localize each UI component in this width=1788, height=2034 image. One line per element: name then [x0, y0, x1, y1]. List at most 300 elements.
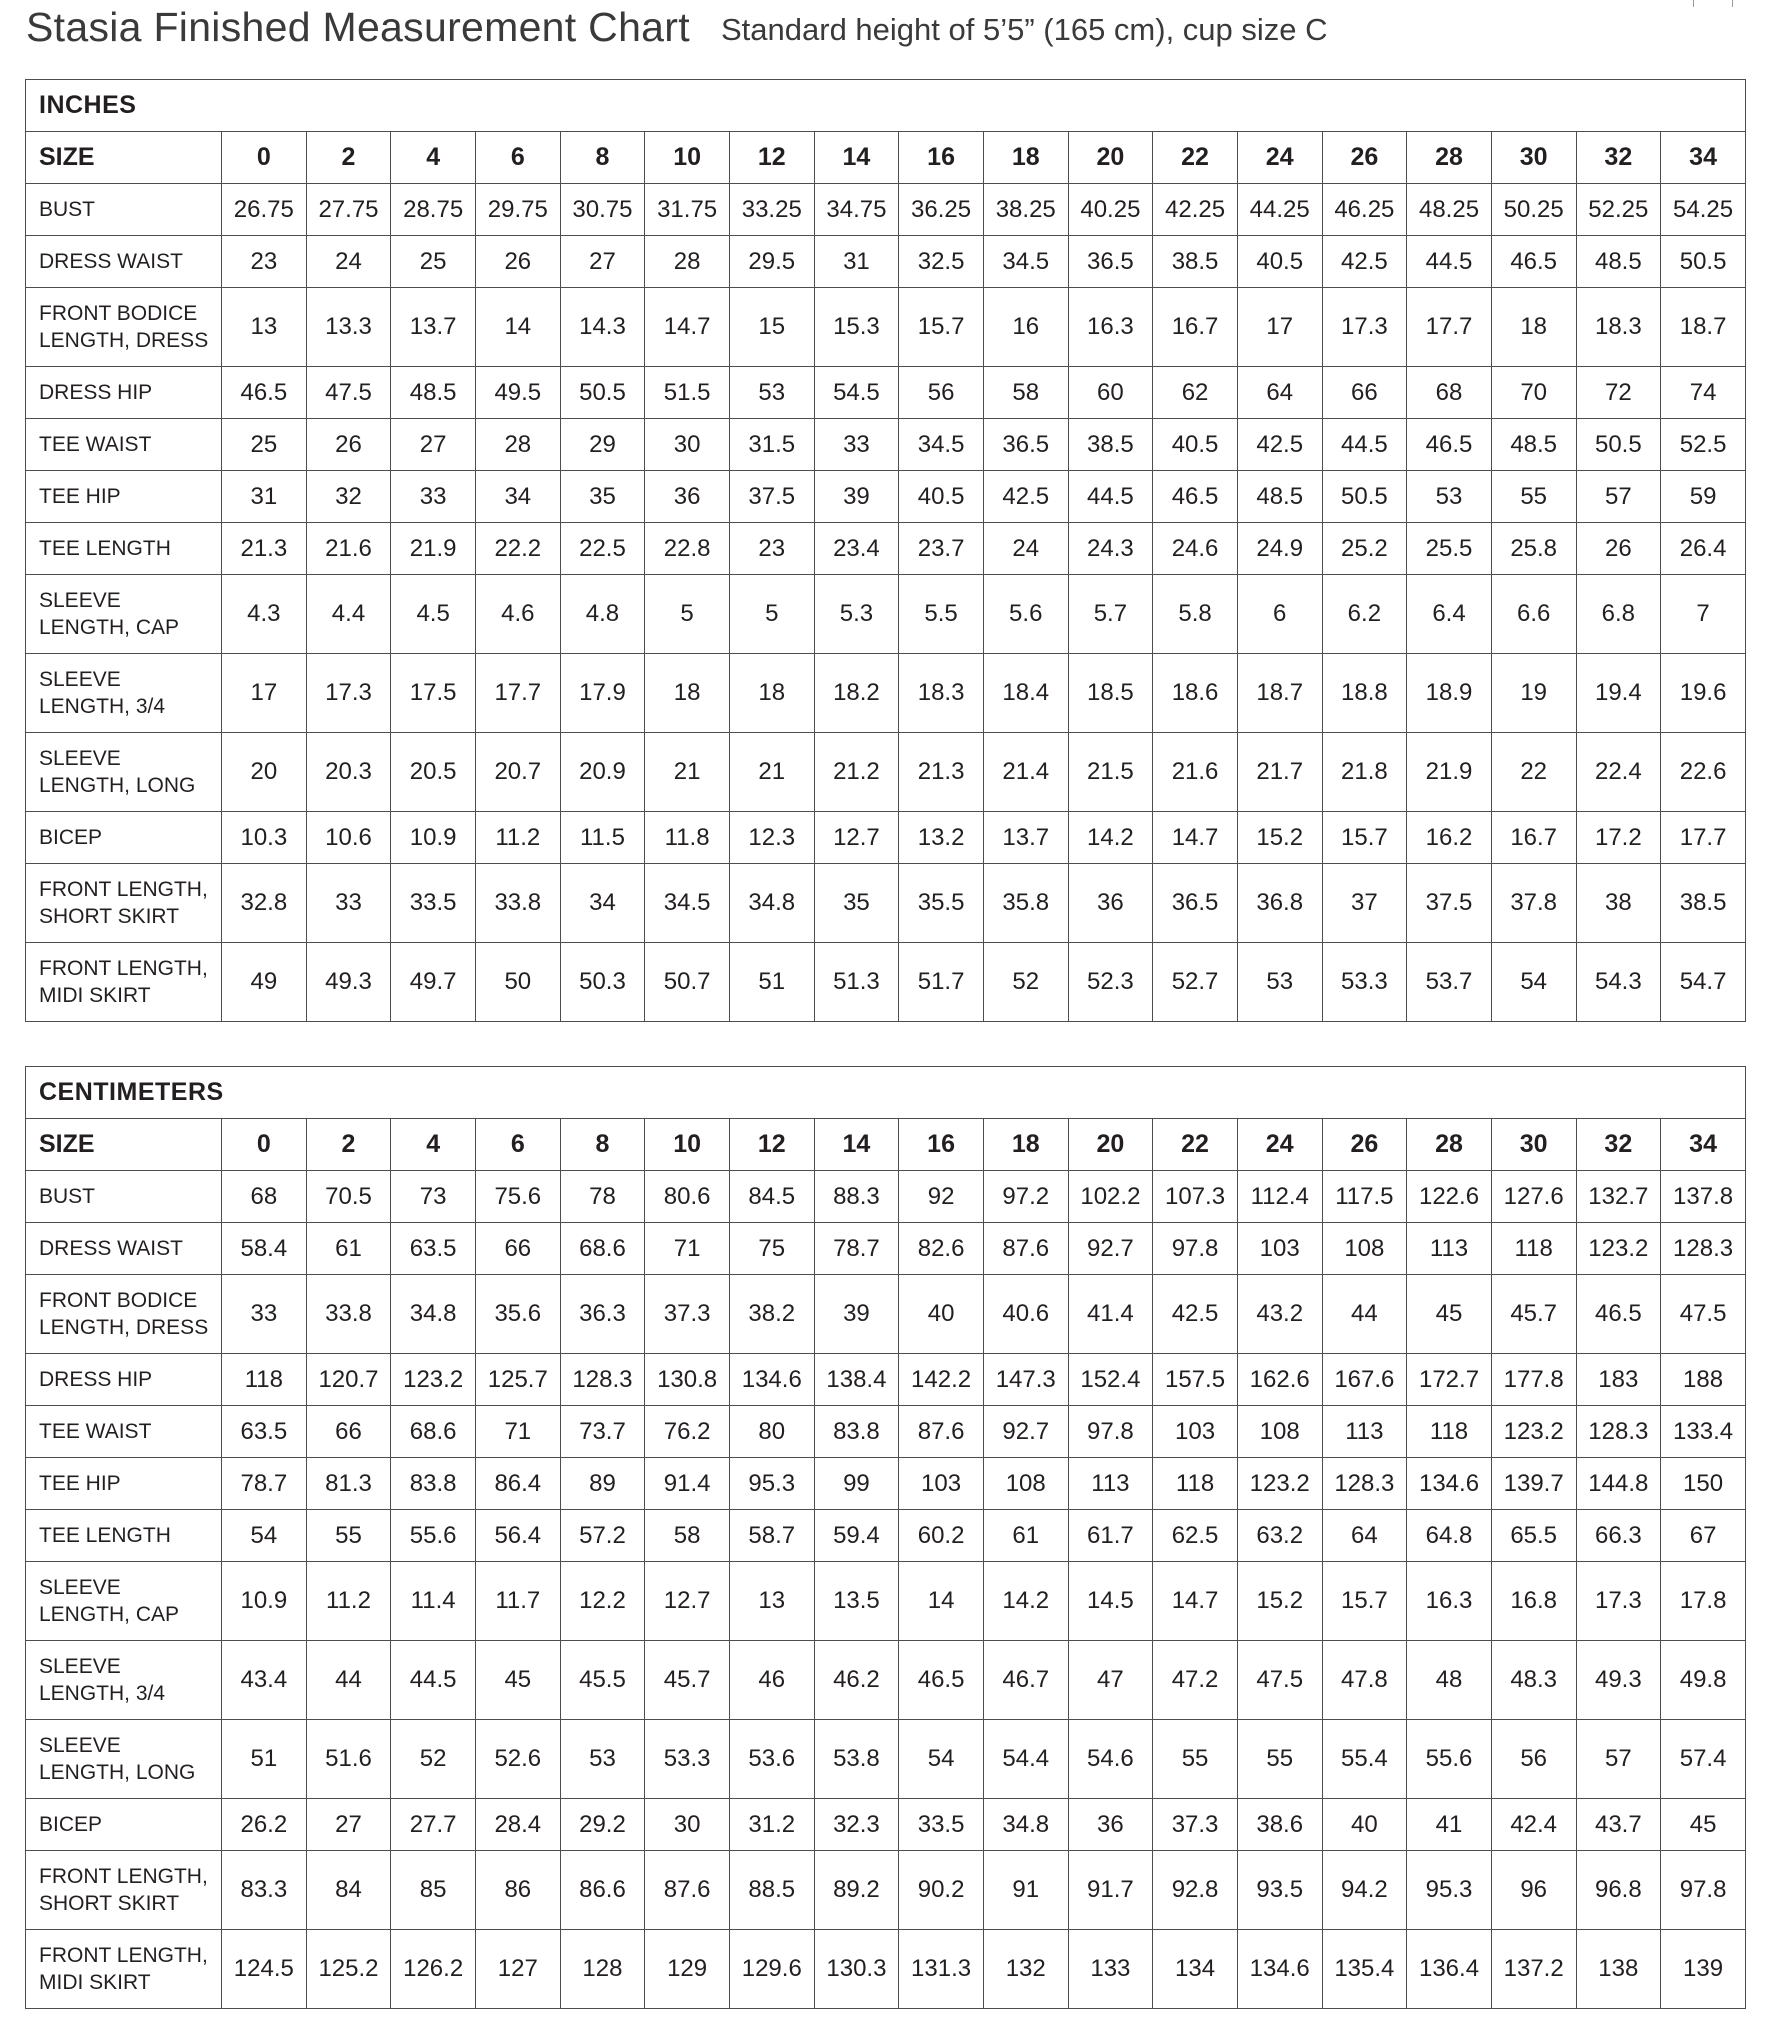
measurement-value-cell: 34.8 — [391, 1275, 476, 1354]
measurement-row — [26, 419, 1746, 471]
measurement-value-cell: 52.6 — [475, 1720, 560, 1799]
measurement-label-line: SHORT SKIRT — [39, 905, 180, 928]
measurement-value-cell: 42.25 — [1153, 184, 1238, 236]
size-header-cell: 34 — [1661, 1119, 1746, 1171]
measurement-value-cell: 139.7 — [1491, 1458, 1576, 1510]
measurement-label — [26, 943, 222, 1022]
measurement-value-cell: 5.7 — [1068, 575, 1153, 654]
measurement-value-cell: 108 — [983, 1458, 1068, 1510]
measurement-value-cell: 126.2 — [391, 1930, 476, 2009]
measurement-label-line: TEE WAIST — [39, 433, 152, 456]
size-header-cell: 24 — [1237, 1119, 1322, 1171]
measurement-value-cell: 58.4 — [222, 1223, 307, 1275]
measurement-value-cell: 33.5 — [899, 1799, 984, 1851]
measurement-value-cell: 49 — [222, 943, 307, 1022]
measurement-value-cell: 35 — [560, 471, 645, 523]
size-header-cell: 20 — [1068, 132, 1153, 184]
measurement-label-line: LENGTH, 3/4 — [39, 695, 166, 718]
measurement-label — [26, 1406, 222, 1458]
measurement-row — [26, 1354, 1746, 1406]
measurement-value-cell: 94.2 — [1322, 1851, 1407, 1930]
measurement-value-cell: 33 — [306, 864, 391, 943]
measurement-value-cell: 41.4 — [1068, 1275, 1153, 1354]
measurement-label-line: BICEP — [39, 1813, 103, 1836]
measurement-value-cell: 53.3 — [1322, 943, 1407, 1022]
size-header-cell: 30 — [1491, 132, 1576, 184]
measurement-label — [26, 1720, 222, 1799]
measurement-value-cell: 71 — [645, 1223, 730, 1275]
measurement-label — [26, 733, 222, 812]
measurement-value-cell: 11.2 — [306, 1562, 391, 1641]
measurement-value-cell: 22.5 — [560, 523, 645, 575]
measurement-value-cell: 33 — [814, 419, 899, 471]
measurement-row — [26, 1641, 1746, 1720]
measurement-value-cell: 44.5 — [391, 1641, 476, 1720]
measurement-value-cell: 50.7 — [645, 943, 730, 1022]
measurement-value-cell: 66 — [306, 1406, 391, 1458]
measurement-value-cell: 48.5 — [1576, 236, 1661, 288]
measurement-value-cell: 80.6 — [645, 1171, 730, 1223]
measurement-label — [26, 1562, 222, 1641]
measurement-value-cell: 25.8 — [1491, 523, 1576, 575]
measurement-value-cell: 57 — [1576, 1720, 1661, 1799]
measurement-label — [26, 367, 222, 419]
measurement-label-line: SLEEVE — [39, 668, 121, 691]
size-header-cell: 18 — [983, 132, 1068, 184]
measurement-value-cell: 50.5 — [1322, 471, 1407, 523]
measurement-value-cell: 136.4 — [1407, 1930, 1492, 2009]
measurement-row — [26, 523, 1746, 575]
measurement-value-cell: 16 — [983, 288, 1068, 367]
size-header-cell: 32 — [1576, 132, 1661, 184]
measurement-value-cell: 46.5 — [1407, 419, 1492, 471]
measurement-value-cell: 89 — [560, 1458, 645, 1510]
size-header-cell: 32 — [1576, 1119, 1661, 1171]
measurement-row — [26, 236, 1746, 288]
measurement-value-cell: 58 — [645, 1510, 730, 1562]
measurement-value-cell: 13.3 — [306, 288, 391, 367]
measurement-value-cell: 107.3 — [1153, 1171, 1238, 1223]
measurement-value-cell: 43.2 — [1237, 1275, 1322, 1354]
measurement-value-cell: 130.3 — [814, 1930, 899, 2009]
measurement-value-cell: 78 — [560, 1171, 645, 1223]
measurement-value-cell: 28.75 — [391, 184, 476, 236]
size-header-cell: 6 — [475, 132, 560, 184]
measurement-label — [26, 1171, 222, 1223]
measurement-row — [26, 654, 1746, 733]
measurement-value-cell: 43.7 — [1576, 1799, 1661, 1851]
corner-crop-mark — [1693, 0, 1733, 7]
measurement-label — [26, 812, 222, 864]
measurement-value-cell: 96 — [1491, 1851, 1576, 1930]
measurement-value-cell: 31.5 — [729, 419, 814, 471]
measurement-value-cell: 10.9 — [222, 1562, 307, 1641]
measurement-value-cell: 31.75 — [645, 184, 730, 236]
measurement-value-cell: 28 — [475, 419, 560, 471]
measurement-value-cell: 46.5 — [1491, 236, 1576, 288]
size-header-cell: 10 — [645, 132, 730, 184]
measurement-value-cell: 11.7 — [475, 1562, 560, 1641]
size-header-cell: 16 — [899, 132, 984, 184]
measurement-value-cell: 84.5 — [729, 1171, 814, 1223]
measurement-value-cell: 36 — [1068, 864, 1153, 943]
measurement-label-line: DRESS HIP — [39, 381, 153, 404]
measurement-value-cell: 33 — [391, 471, 476, 523]
measurement-value-cell: 18.9 — [1407, 654, 1492, 733]
measurement-value-cell: 55 — [306, 1510, 391, 1562]
measurement-value-cell: 16.7 — [1153, 288, 1238, 367]
measurement-value-cell: 73.7 — [560, 1406, 645, 1458]
size-header-cell: 12 — [729, 132, 814, 184]
measurement-value-cell: 49.5 — [475, 367, 560, 419]
measurement-value-cell: 12.7 — [814, 812, 899, 864]
measurement-label-line: TEE HIP — [39, 485, 121, 508]
measurement-value-cell: 55.6 — [391, 1510, 476, 1562]
measurement-value-cell: 28.4 — [475, 1799, 560, 1851]
measurement-value-cell: 80 — [729, 1406, 814, 1458]
measurement-value-cell: 21.5 — [1068, 733, 1153, 812]
size-header-cell: 34 — [1661, 132, 1746, 184]
measurement-value-cell: 36 — [1068, 1799, 1153, 1851]
measurement-value-cell: 42.5 — [1322, 236, 1407, 288]
measurement-value-cell: 46.5 — [899, 1641, 984, 1720]
measurement-value-cell: 40 — [1322, 1799, 1407, 1851]
measurement-value-cell: 53.8 — [814, 1720, 899, 1799]
measurement-value-cell: 4.4 — [306, 575, 391, 654]
measurement-label-line: LENGTH, 3/4 — [39, 1682, 166, 1705]
size-header-cell: 12 — [729, 1119, 814, 1171]
measurement-row — [26, 184, 1746, 236]
measurement-value-cell: 152.4 — [1068, 1354, 1153, 1406]
measurement-value-cell: 40 — [899, 1275, 984, 1354]
measurement-row — [26, 733, 1746, 812]
measurement-value-cell: 61 — [983, 1510, 1068, 1562]
measurement-label — [26, 1799, 222, 1851]
measurement-value-cell: 64 — [1237, 367, 1322, 419]
measurement-value-cell: 4.8 — [560, 575, 645, 654]
measurement-value-cell: 24.6 — [1153, 523, 1238, 575]
measurement-value-cell: 46.7 — [983, 1641, 1068, 1720]
measurement-row — [26, 1851, 1746, 1930]
measurement-value-cell: 44.5 — [1407, 236, 1492, 288]
measurement-value-cell: 61 — [306, 1223, 391, 1275]
size-header-cell: 22 — [1153, 132, 1238, 184]
measurement-label — [26, 419, 222, 471]
measurement-value-cell: 55 — [1491, 471, 1576, 523]
measurement-value-cell: 6.6 — [1491, 575, 1576, 654]
measurement-value-cell: 49.8 — [1661, 1641, 1746, 1720]
measurement-value-cell: 83.8 — [391, 1458, 476, 1510]
measurement-value-cell: 133 — [1068, 1930, 1153, 2009]
measurement-value-cell: 91.7 — [1068, 1851, 1153, 1930]
measurement-label — [26, 523, 222, 575]
measurement-value-cell: 13.5 — [814, 1562, 899, 1641]
measurement-value-cell: 17.3 — [1322, 288, 1407, 367]
measurement-value-cell: 15.7 — [899, 288, 984, 367]
measurement-value-cell: 15.3 — [814, 288, 899, 367]
measurement-value-cell: 57.4 — [1661, 1720, 1746, 1799]
measurement-value-cell: 108 — [1237, 1406, 1322, 1458]
measurement-value-cell: 63.2 — [1237, 1510, 1322, 1562]
measurement-value-cell: 35 — [814, 864, 899, 943]
size-header-cell: 20 — [1068, 1119, 1153, 1171]
centimeters-table — [25, 1066, 1746, 2009]
measurement-value-cell: 91 — [983, 1851, 1068, 1930]
measurement-value-cell: 42.5 — [1237, 419, 1322, 471]
measurement-value-cell: 5.6 — [983, 575, 1068, 654]
size-header-cell: 6 — [475, 1119, 560, 1171]
measurement-value-cell: 30.75 — [560, 184, 645, 236]
measurement-value-cell: 21.6 — [306, 523, 391, 575]
measurement-value-cell: 97.2 — [983, 1171, 1068, 1223]
measurement-label-line: SLEEVE — [39, 1576, 121, 1599]
measurement-value-cell: 92 — [899, 1171, 984, 1223]
measurement-value-cell: 68.6 — [560, 1223, 645, 1275]
size-header-cell: 14 — [814, 132, 899, 184]
size-header-cell: 0 — [222, 132, 307, 184]
measurement-value-cell: 44.5 — [1068, 471, 1153, 523]
measurement-value-cell: 22 — [1491, 733, 1576, 812]
measurement-value-cell: 66.3 — [1576, 1510, 1661, 1562]
size-header-cell: 2 — [306, 132, 391, 184]
size-header-cell: 14 — [814, 1119, 899, 1171]
size-header-cell: 26 — [1322, 132, 1407, 184]
measurement-value-cell: 17.3 — [306, 654, 391, 733]
measurement-value-cell: 24 — [306, 236, 391, 288]
measurement-value-cell: 117.5 — [1322, 1171, 1407, 1223]
size-header-cell: 8 — [560, 132, 645, 184]
measurement-value-cell: 18 — [1491, 288, 1576, 367]
measurement-label-line: LENGTH, DRESS — [39, 1316, 209, 1339]
measurement-value-cell: 25 — [391, 236, 476, 288]
measurement-value-cell: 13 — [729, 1562, 814, 1641]
measurement-value-cell: 92.7 — [983, 1406, 1068, 1458]
measurement-value-cell: 38.5 — [1068, 419, 1153, 471]
measurement-value-cell: 65.5 — [1491, 1510, 1576, 1562]
measurement-value-cell: 34.8 — [729, 864, 814, 943]
measurement-value-cell: 22.6 — [1661, 733, 1746, 812]
measurement-value-cell: 10.6 — [306, 812, 391, 864]
measurement-value-cell: 38.5 — [1661, 864, 1746, 943]
measurement-value-cell: 39 — [814, 1275, 899, 1354]
measurement-value-cell: 42.5 — [983, 471, 1068, 523]
measurement-value-cell: 78.7 — [814, 1223, 899, 1275]
measurement-value-cell: 17.7 — [1407, 288, 1492, 367]
measurement-value-cell: 44.5 — [1322, 419, 1407, 471]
measurement-value-cell: 21 — [729, 733, 814, 812]
measurement-value-cell: 58 — [983, 367, 1068, 419]
measurement-value-cell: 5 — [645, 575, 730, 654]
measurement-value-cell: 4.6 — [475, 575, 560, 654]
measurement-label-line: FRONT LENGTH, — [39, 957, 208, 980]
measurement-value-cell: 46.5 — [1576, 1275, 1661, 1354]
measurement-value-cell: 18.8 — [1322, 654, 1407, 733]
measurement-label-line: SLEEVE — [39, 1655, 121, 1678]
measurement-value-cell: 66 — [1322, 367, 1407, 419]
measurement-value-cell: 135.4 — [1322, 1930, 1407, 2009]
measurement-value-cell: 89.2 — [814, 1851, 899, 1930]
size-header-row — [26, 132, 1746, 184]
measurement-value-cell: 20.5 — [391, 733, 476, 812]
measurement-value-cell: 16.3 — [1407, 1562, 1492, 1641]
measurement-value-cell: 26.75 — [222, 184, 307, 236]
measurement-value-cell: 54 — [222, 1510, 307, 1562]
measurement-value-cell: 4.3 — [222, 575, 307, 654]
measurement-value-cell: 31 — [222, 471, 307, 523]
measurement-value-cell: 54.3 — [1576, 943, 1661, 1022]
measurement-value-cell: 20.3 — [306, 733, 391, 812]
measurement-value-cell: 15.7 — [1322, 812, 1407, 864]
measurement-value-cell: 52 — [983, 943, 1068, 1022]
measurement-value-cell: 35.5 — [899, 864, 984, 943]
measurement-value-cell: 6.8 — [1576, 575, 1661, 654]
measurement-value-cell: 99 — [814, 1458, 899, 1510]
measurement-value-cell: 50.5 — [1576, 419, 1661, 471]
measurement-value-cell: 21.6 — [1153, 733, 1238, 812]
measurement-value-cell: 118 — [1491, 1223, 1576, 1275]
measurement-value-cell: 10.3 — [222, 812, 307, 864]
measurement-value-cell: 137.2 — [1491, 1930, 1576, 2009]
measurement-value-cell: 147.3 — [983, 1354, 1068, 1406]
measurement-value-cell: 14.3 — [560, 288, 645, 367]
measurement-label — [26, 236, 222, 288]
size-header-row — [26, 1119, 1746, 1171]
measurement-value-cell: 17.7 — [1661, 812, 1746, 864]
measurement-value-cell: 64.8 — [1407, 1510, 1492, 1562]
measurement-value-cell: 52.25 — [1576, 184, 1661, 236]
measurement-value-cell: 113 — [1407, 1223, 1492, 1275]
measurement-value-cell: 167.6 — [1322, 1354, 1407, 1406]
measurement-value-cell: 33.25 — [729, 184, 814, 236]
size-header-cell: 2 — [306, 1119, 391, 1171]
measurement-value-cell: 48.3 — [1491, 1641, 1576, 1720]
measurement-value-cell: 103 — [899, 1458, 984, 1510]
measurement-value-cell: 13.7 — [983, 812, 1068, 864]
measurement-value-cell: 26 — [475, 236, 560, 288]
measurement-label-line: MIDI SKIRT — [39, 1971, 151, 1994]
measurement-row — [26, 1510, 1746, 1562]
measurement-value-cell: 18.3 — [899, 654, 984, 733]
measurement-value-cell: 157.5 — [1153, 1354, 1238, 1406]
measurement-value-cell: 36.5 — [1153, 864, 1238, 943]
measurement-value-cell: 6.4 — [1407, 575, 1492, 654]
measurement-value-cell: 122.6 — [1407, 1171, 1492, 1223]
measurement-value-cell: 27 — [306, 1799, 391, 1851]
measurement-value-cell: 33 — [222, 1275, 307, 1354]
measurement-value-cell: 34 — [475, 471, 560, 523]
measurement-value-cell: 150 — [1661, 1458, 1746, 1510]
measurement-value-cell: 37.3 — [1153, 1799, 1238, 1851]
measurement-label — [26, 1223, 222, 1275]
measurement-value-cell: 42.4 — [1491, 1799, 1576, 1851]
measurement-value-cell: 13.7 — [391, 288, 476, 367]
measurement-value-cell: 57 — [1576, 471, 1661, 523]
measurement-value-cell: 54.4 — [983, 1720, 1068, 1799]
measurement-value-cell: 46.5 — [222, 367, 307, 419]
measurement-value-cell: 81.3 — [306, 1458, 391, 1510]
measurement-value-cell: 22.8 — [645, 523, 730, 575]
measurement-value-cell: 68 — [222, 1171, 307, 1223]
measurement-value-cell: 103 — [1153, 1406, 1238, 1458]
measurement-value-cell: 90.2 — [899, 1851, 984, 1930]
measurement-value-cell: 51.6 — [306, 1720, 391, 1799]
measurement-value-cell: 32 — [306, 471, 391, 523]
measurement-label — [26, 1354, 222, 1406]
measurement-label-line: BUST — [39, 198, 96, 221]
measurement-label-line: TEE LENGTH — [39, 1524, 171, 1547]
measurement-value-cell: 15.2 — [1237, 812, 1322, 864]
measurement-value-cell: 20.9 — [560, 733, 645, 812]
size-header-cell: 30 — [1491, 1119, 1576, 1171]
measurement-value-cell: 54 — [899, 1720, 984, 1799]
measurement-value-cell: 52.3 — [1068, 943, 1153, 1022]
measurement-value-cell: 103 — [1237, 1223, 1322, 1275]
measurement-value-cell: 85 — [391, 1851, 476, 1930]
measurement-value-cell: 29.2 — [560, 1799, 645, 1851]
measurement-value-cell: 51 — [222, 1720, 307, 1799]
measurement-value-cell: 42.5 — [1153, 1275, 1238, 1354]
measurement-value-cell: 95.3 — [1407, 1851, 1492, 1930]
measurement-value-cell: 133.4 — [1661, 1406, 1746, 1458]
measurement-value-cell: 14 — [475, 288, 560, 367]
measurement-value-cell: 18.2 — [814, 654, 899, 733]
measurement-label — [26, 1851, 222, 1930]
measurement-value-cell: 58.7 — [729, 1510, 814, 1562]
measurement-value-cell: 24.3 — [1068, 523, 1153, 575]
measurement-value-cell: 32.3 — [814, 1799, 899, 1851]
measurement-value-cell: 74 — [1661, 367, 1746, 419]
measurement-label-line: LENGTH, LONG — [39, 774, 196, 797]
measurement-value-cell: 53 — [560, 1720, 645, 1799]
measurement-value-cell: 56 — [899, 367, 984, 419]
measurement-value-cell: 24 — [983, 523, 1068, 575]
measurement-value-cell: 21.9 — [1407, 733, 1492, 812]
measurement-value-cell: 57.2 — [560, 1510, 645, 1562]
measurement-value-cell: 30 — [645, 1799, 730, 1851]
measurement-value-cell: 17.8 — [1661, 1562, 1746, 1641]
measurement-value-cell: 128.3 — [1322, 1458, 1407, 1510]
measurement-value-cell: 183 — [1576, 1354, 1661, 1406]
measurement-label-line: FRONT BODICE — [39, 1289, 198, 1312]
measurement-value-cell: 13.2 — [899, 812, 984, 864]
measurement-value-cell: 35.6 — [475, 1275, 560, 1354]
size-header-cell: 8 — [560, 1119, 645, 1171]
size-header-cell: 4 — [391, 132, 476, 184]
measurement-value-cell: 21.7 — [1237, 733, 1322, 812]
size-header-cell: 22 — [1153, 1119, 1238, 1171]
measurement-label-line: BICEP — [39, 826, 103, 849]
measurement-label-line: TEE WAIST — [39, 1420, 152, 1443]
measurement-value-cell: 112.4 — [1237, 1171, 1322, 1223]
measurement-value-cell: 118 — [222, 1354, 307, 1406]
measurement-value-cell: 11.5 — [560, 812, 645, 864]
measurement-value-cell: 15.2 — [1237, 1562, 1322, 1641]
measurement-row — [26, 471, 1746, 523]
measurement-value-cell: 21.2 — [814, 733, 899, 812]
measurement-value-cell: 4.5 — [391, 575, 476, 654]
measurement-row — [26, 575, 1746, 654]
measurement-value-cell: 55 — [1153, 1720, 1238, 1799]
measurement-value-cell: 23.4 — [814, 523, 899, 575]
measurement-value-cell: 40.5 — [1153, 419, 1238, 471]
measurement-row — [26, 1562, 1746, 1641]
measurement-value-cell: 38.2 — [729, 1275, 814, 1354]
measurement-value-cell: 113 — [1068, 1458, 1153, 1510]
measurement-value-cell: 40.5 — [1237, 236, 1322, 288]
measurement-value-cell: 138.4 — [814, 1354, 899, 1406]
measurement-value-cell: 40.5 — [899, 471, 984, 523]
size-header-cell: 26 — [1322, 1119, 1407, 1171]
